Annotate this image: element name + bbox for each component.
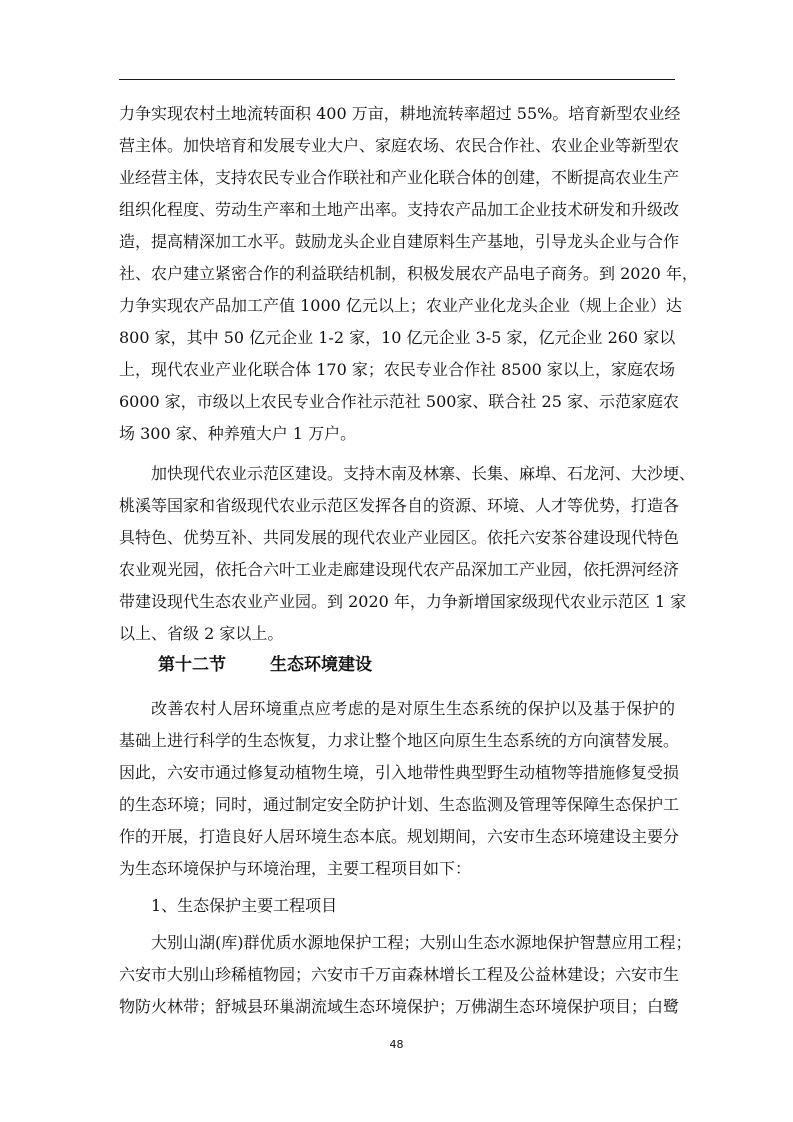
- text-line: 营主体。加快培育和发展专业大户、家庭农场、农民合作社、农业企业等新型农: [119, 136, 680, 155]
- section-number: 第十二节: [158, 655, 226, 675]
- text-line: 业经营主体，支持农民专业合作联社和产业化联合体的创建，不断提高农业生产: [119, 168, 680, 187]
- text-line: 带建设现代生态农业产业园。到 2020 年，力争新增国家级现代农业示范区 1 家: [119, 592, 687, 611]
- text-line: 因此，六安市通过修复动植物生境，引入地带性典型野生动植物等措施修复受损: [119, 763, 680, 782]
- text-line: 以上、省级 2 家以上。: [119, 624, 284, 643]
- text-line: 800 家，其中 50 亿元企业 1-2 家，10 亿元企业 3-5 家，亿元企业 260 家以: [119, 328, 676, 347]
- text-line: 六安市大别山珍稀植物园；六安市千万亩森林增长工程及公益林建设；六安市生: [119, 965, 680, 984]
- text-line: 组织化程度、劳动生产率和土地产出率。支持农产品加工企业技术研发和升级改: [119, 200, 680, 219]
- text-line: 力争实现农村土地流转面积 400 万亩，耕地流转率超过 55%。培育新型农业经: [119, 104, 681, 123]
- text-line: 具特色、优势互补、共同发展的现代农业产业园区。依托六安茶谷建设现代特色: [119, 528, 680, 547]
- text-line: 加快现代农业示范区建设。支持木南及林寨、长集、麻埠、石龙河、大沙埂、: [151, 464, 696, 483]
- text-line: 6000 家，市级以上农民专业合作社示范社 500家、联合社 25 家、示范家庭农: [119, 392, 679, 411]
- text-line: 基础上进行科学的生态恢复，力求让整个地区向原生生态系统的方向演替发展。: [119, 731, 680, 750]
- section-title: 生态环境建设: [270, 655, 372, 675]
- header-rule: [119, 79, 675, 80]
- text-line: 为生态环境保护与环境治理，主要工程项目如下：: [119, 859, 472, 878]
- text-line: 改善农村人居环境重点应考虑的是对原生生态系统的保护以及基于保护的: [151, 699, 675, 718]
- page-number: 48: [389, 1038, 404, 1051]
- text-line: 力争实现农产品加工产值 1000 亿元以上；农业产业化龙头企业（规上企业）达: [119, 296, 682, 315]
- subheading: 1、生态保护主要工程项目: [151, 896, 338, 915]
- text-line: 物防火林带；舒城县环巢湖流域生态环境保护；万佛湖生态环境保护项目；白鹭: [119, 997, 680, 1016]
- text-line: 上，现代农业产业化联合体 170 家；农民专业合作社 8500 家以上，家庭农场: [119, 360, 675, 379]
- text-line: 场 300 家、种养殖大户 1 万户。: [119, 424, 357, 443]
- text-line: 大别山湖(库)群优质水源地保护工程；大别山生态水源地保护智慧应用工程；: [151, 933, 692, 952]
- section-heading: [158, 654, 372, 676]
- text-line: 造，提高精深加工水平。鼓励龙头企业自建原料生产基地，引导龙头企业与合作: [119, 232, 680, 251]
- text-line: 的生态环境；同时，通过制定安全防护计划、生态监测及管理等保障生态保护工: [119, 795, 680, 814]
- text-line: 桃溪等国家和省级现代农业示范区发挥各自的资源、环境、人才等优势，打造各: [119, 496, 680, 515]
- text-line: 农业观光园，依托合六叶工业走廊建设现代农产品深加工产业园，依托淠河经济: [119, 560, 680, 579]
- text-line: 社、农户建立紧密合作的利益联结机制，积极发展农产品电子商务。到 2020 年，: [119, 264, 698, 283]
- text-line: 作的开展，打造良好人居环境生态本底。规划期间，六安市生态环境建设主要分: [119, 827, 680, 846]
